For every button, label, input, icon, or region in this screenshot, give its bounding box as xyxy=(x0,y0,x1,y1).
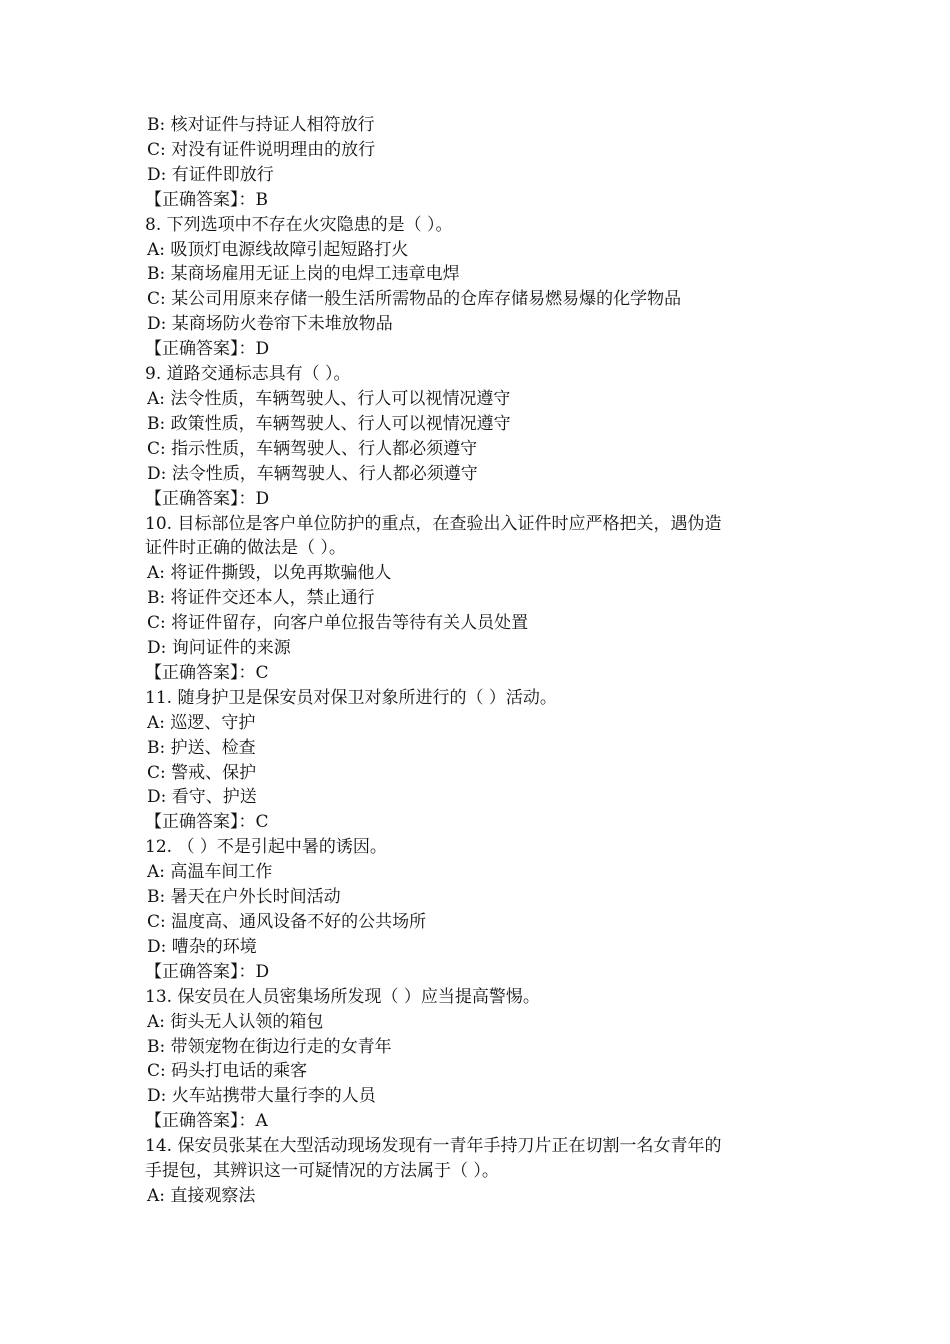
option-line: D: 询问证件的来源 xyxy=(147,638,291,659)
question-text-line: 手提包，其辨识这一可疑情况的方法属于（ ）。 xyxy=(145,1161,499,1182)
question-text-line: 13. 保安员在人员密集场所发现（ ）应当提高警惕。 xyxy=(145,986,540,1007)
option-line: C: 指示性质，车辆驾驶人、行人都必须遵守 xyxy=(147,438,478,459)
option-line: A: 直接观察法 xyxy=(147,1185,256,1206)
option-line: A: 高温车间工作 xyxy=(147,862,273,883)
option-line: C: 某公司用原来存储一般生活所需物品的仓库存储易燃易爆的化学物品 xyxy=(147,289,682,310)
answer-line: 【正确答案】：C xyxy=(145,662,269,683)
option-line: A: 吸顶灯电源线故障引起短路打火 xyxy=(147,239,409,260)
answer-line: 【正确答案】：D xyxy=(145,961,270,982)
option-line: B: 核对证件与持证人相符放行 xyxy=(147,115,375,135)
option-line: C: 警戒、保护 xyxy=(147,762,257,783)
option-line: B: 暑天在户外长时间活动 xyxy=(147,887,341,908)
option-line: B: 某商场雇用无证上岗的电焊工违章电焊 xyxy=(147,264,460,285)
option-line: D: 法令性质，车辆驾驶人、行人都必须遵守 xyxy=(147,463,478,484)
question-text-line: 11. 随身护卫是保安员对保卫对象所进行的（ ）活动。 xyxy=(145,687,557,708)
option-line: C: 码头打电话的乘客 xyxy=(147,1061,308,1082)
option-line: B: 带领宠物在街边行走的女青年 xyxy=(147,1036,392,1057)
question-text-line: 证件时正确的做法是（ ）。 xyxy=(145,538,346,559)
option-line: D: 嘈杂的环境 xyxy=(147,936,257,957)
answer-line: 【正确答案】：D xyxy=(145,339,270,360)
document-page xyxy=(145,113,805,1209)
option-line: D: 火车站携带大量行李的人员 xyxy=(147,1086,376,1107)
option-line: C: 温度高、通风设备不好的公共场所 xyxy=(147,912,427,932)
answer-line: 【正确答案】：C xyxy=(145,812,269,833)
question-text-line: 14. 保安员张某在大型活动现场发现有一青年手持刀片正在切割一名女青年的 xyxy=(145,1136,722,1157)
question-text-line: 9. 道路交通标志具有（ ）。 xyxy=(145,364,351,385)
option-line: B: 将证件交还本人，禁止通行 xyxy=(147,588,375,609)
option-line: C: 对没有证件说明理由的放行 xyxy=(147,139,376,160)
option-line: D: 看守、护送 xyxy=(147,787,257,808)
question-text-line: 10. 目标部位是客户单位防护的重点，在查验出入证件时应严格把关，遇伪造 xyxy=(145,513,722,534)
answer-line: 【正确答案】：D xyxy=(145,488,270,509)
option-line: B: 护送、检查 xyxy=(147,737,256,758)
option-line: D: 某商场防火卷帘下未堆放物品 xyxy=(147,314,393,335)
question-text-line: 8. 下列选项中不存在火灾隐患的是（ ）。 xyxy=(145,214,453,235)
question-text-line: 12. （ ）不是引起中暑的诱因。 xyxy=(145,837,387,858)
option-line: A: 将证件撕毁，以免再欺骗他人 xyxy=(147,563,392,584)
option-line: A: 巡逻、守护 xyxy=(147,712,256,733)
option-line: A: 街头无人认领的箱包 xyxy=(147,1011,324,1032)
answer-line: 【正确答案】：B xyxy=(145,189,268,210)
option-line: D: 有证件即放行 xyxy=(147,164,274,185)
option-line: A: 法令性质，车辆驾驶人、行人可以视情况遵守 xyxy=(147,388,511,409)
answer-line: 【正确答案】：A xyxy=(145,1111,268,1132)
option-line: B: 政策性质，车辆驾驶人、行人可以视情况遵守 xyxy=(147,413,511,434)
option-line: C: 将证件留存，向客户单位报告等待有关人员处置 xyxy=(147,613,529,634)
